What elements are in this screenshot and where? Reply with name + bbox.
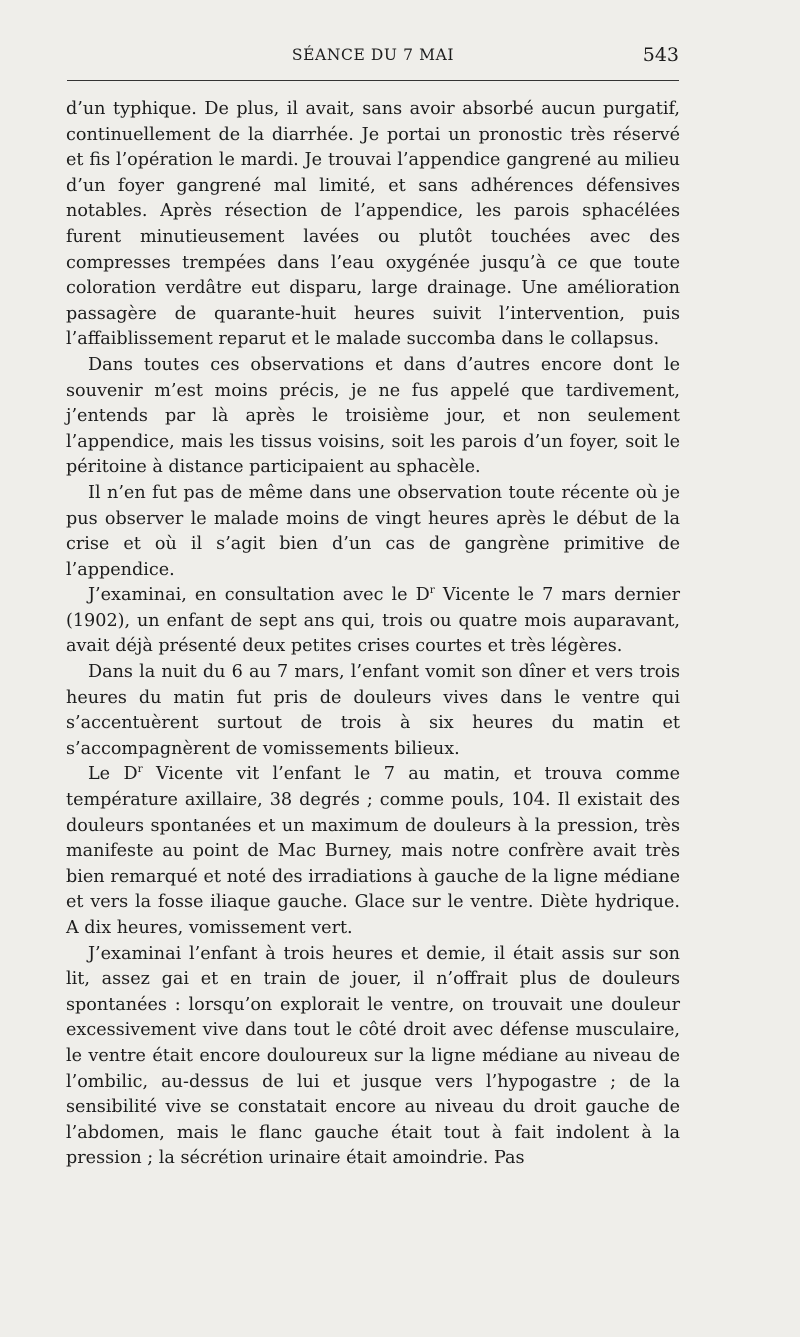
running-head-title: SÉANCE DU 7 MAI xyxy=(291,46,455,64)
running-head xyxy=(67,44,679,72)
superscript: r xyxy=(429,584,435,597)
paragraph xyxy=(66,583,680,660)
superscript: r xyxy=(137,763,143,776)
body-text xyxy=(66,97,680,1172)
paragraph xyxy=(66,762,680,941)
paragraph: Il n’en fut pas de même dans une observation toute récente où je pus observer le malade moins de vingt heures après le début de la crise et où il s’agit bien d’un cas de gangrène primitive de l’appendice. xyxy=(66,482,680,580)
paragraph: d’un typhique. De plus, il avait, sans avoir absorbé aucun purgatif, continuellement de la diarrhée. Je portai un pronostic très réservé et fis l’opération le mardi. Je trouvai l’appendice gangrené au milieu d’un foyer gangrené mal limité, et sans adhérences défensives notables. Après résection de l’appendice, les parois sphacélées furent minutieusement lavées ou plutôt touchées avec des compresses trempées dans l’eau oxygénée jusqu’à ce que toute coloration verdâtre eut disparu, large drainage. Une amélioration passagère de quarante-huit heures suivit l’intervention, puis l’affaiblissement reparut et le malade succomba dans le collapsus. xyxy=(66,99,680,350)
page-number: 543 xyxy=(642,44,679,66)
paragraph-text: J’examinai, en consultation avec le D xyxy=(88,585,430,606)
paragraph-text: Vicente le 7 mars dernier (1902), un enfant de sept ans qui, trois ou quatre mois auparavant, avait déjà présenté deux petites crises courtes et très légères. xyxy=(66,585,681,657)
paragraph-text: Vicente vit l’enfant le 7 au matin, et trouva comme température axillaire, 38 degrés ; comme pouls, 104. Il existait des douleurs spontanées et un maximum de douleurs à la pression, très manifeste au point de Mac Burney, mais notre confrère avait très bien remarqué et noté des irradiations à gauche de la ligne médiane et vers la fosse iliaque gauche. Glace sur le ventre. Diète hydrique. A dix heures, vomissement vert. xyxy=(66,764,680,938)
paragraph-text: Le D xyxy=(88,764,138,785)
header-rule xyxy=(67,80,679,81)
paragraph: Dans la nuit du 6 au 7 mars, l’enfant vomit son dîner et vers trois heures du matin fut pris de douleurs vives dans le ventre qui s’accentuèrent surtout de trois à six heures du matin et s’accompagnèrent de vomissements bilieux. xyxy=(66,662,680,759)
paragraph: J’examinai l’enfant à trois heures et demie, il était assis sur son lit, assez gai et en train de jouer, il n’offrait plus de douleurs spontanées : lorsqu’on explorait le ventre, on trouvait une douleur excessivement vive dans tout le côté droit avec défense musculaire, le ventre était encore douloureux sur la ligne médiane au niveau de l’ombilic, au-dessus de lui et jusque vers l’hypogastre ; de la sensibilité vive se constatait encore au niveau du droit gauche de l’abdomen, mais le flanc gauche était tout à fait indolent à la pression ; la sécrétion urinaire était amoindrie. Pas xyxy=(66,943,680,1169)
paragraph: Dans toutes ces observations et dans d’autres encore dont le souvenir m’est moins précis, je ne fus appelé que tardivement, j’entends par là après le troisième jour, et non seulement l’appendice, mais les tissus voisins, soit les parois d’un foyer, soit le péritoine à distance participaient au sphacèle. xyxy=(66,354,680,478)
